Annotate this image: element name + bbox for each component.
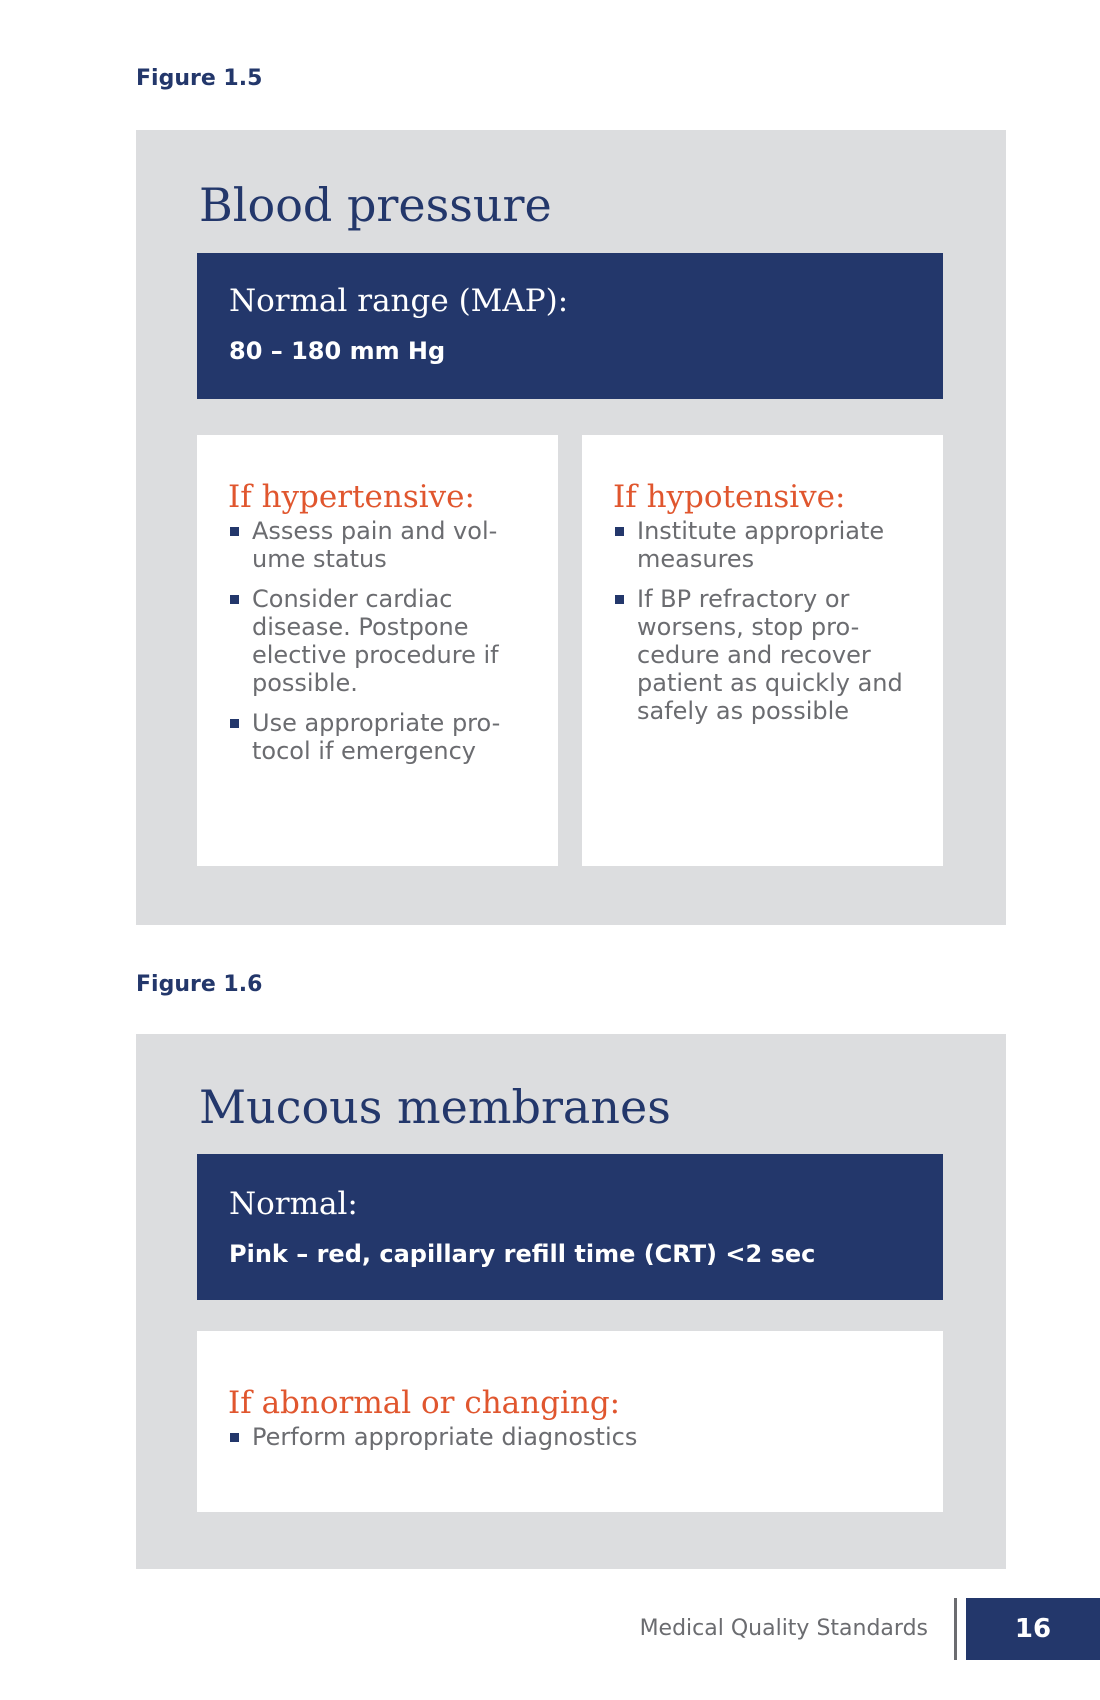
square-bullet-icon (615, 527, 624, 536)
list-item (613, 585, 903, 725)
square-bullet-icon (230, 1433, 239, 1442)
bullet-text: Use appropriate pro- tocol if emergency (252, 709, 501, 765)
normal-value: Pink – red, capillary refill time (CRT) <2 sec (229, 1240, 816, 1268)
square-bullet-icon (615, 595, 624, 604)
bullet-text: Institute appropriate measures (637, 517, 885, 573)
abnormal-card (197, 1331, 943, 1512)
card-heading: If abnormal or changing: (228, 1385, 621, 1421)
footer-divider (954, 1598, 957, 1660)
figure-label: Figure 1.5 (136, 66, 263, 91)
mucous-membranes-panel (136, 1034, 1006, 1569)
bullet-text: Perform appropriate diagnostics (252, 1423, 638, 1451)
normal-range-value: 80 – 180 mm Hg (229, 337, 446, 365)
bullet-text: If BP refractory or worsens, stop pro- cedure and recover patient as quickly and safely as possible (637, 585, 903, 725)
bullet-list (228, 517, 500, 777)
list-item (613, 517, 903, 573)
card-heading: If hypotensive: (613, 479, 846, 515)
page-number-box (966, 1598, 1100, 1660)
blood-pressure-panel (136, 130, 1006, 925)
hypertensive-card (197, 435, 558, 866)
square-bullet-icon (230, 719, 239, 728)
normal-heading: Normal: (229, 1186, 358, 1222)
list-item (228, 517, 500, 573)
bullet-list (613, 517, 903, 737)
hypotensive-card (582, 435, 943, 866)
footer-title: Medical Quality Standards (639, 1616, 928, 1641)
normal-range-box (197, 253, 943, 399)
page-number: 16 (1014, 1614, 1052, 1644)
square-bullet-icon (230, 595, 239, 604)
normal-range-heading: Normal range (MAP): (229, 283, 569, 319)
figure-label: Figure 1.6 (136, 972, 263, 997)
bullet-text: Consider cardiac disease. Postpone elective procedure if possible. (252, 585, 499, 697)
bullet-text: Assess pain and vol- ume status (252, 517, 498, 573)
bullet-list (228, 1423, 637, 1463)
panel-title: Mucous membranes (199, 1080, 671, 1134)
list-item (228, 585, 500, 697)
card-heading: If hypertensive: (228, 479, 475, 515)
normal-box (197, 1154, 943, 1300)
panel-title: Blood pressure (199, 178, 552, 232)
list-item (228, 709, 500, 765)
square-bullet-icon (230, 527, 239, 536)
list-item (228, 1423, 637, 1451)
